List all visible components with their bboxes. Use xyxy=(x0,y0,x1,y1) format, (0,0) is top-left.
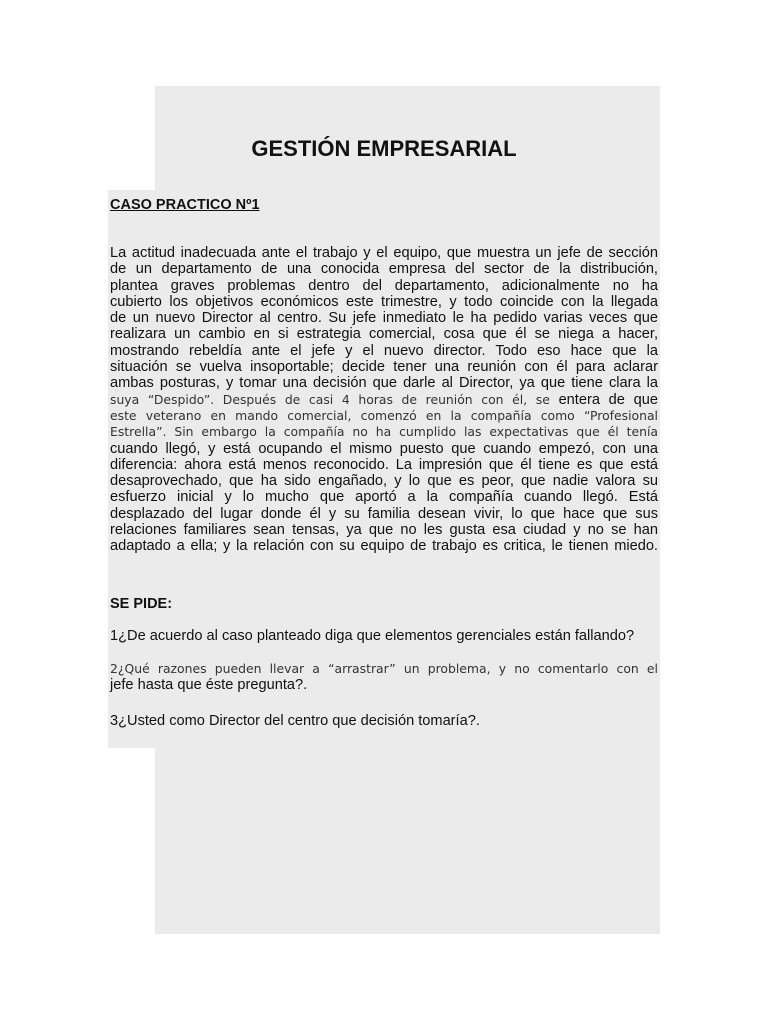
section-heading: SE PIDE: xyxy=(110,596,173,612)
question-2-line: 2¿Qué razones pueden llevar a “arrastrar” un problema, y no comentarlo con el xyxy=(110,661,658,676)
question-2 xyxy=(110,660,658,694)
paragraph-line: de un nuevo Director al centro. Su jefe inmediato le ha pedido varias veces que xyxy=(110,310,658,327)
paragraph-line: relaciones familiares sean tensas, ya que no les gusta esa ciudad y no se han xyxy=(110,522,658,539)
paragraph-line-segment: entera de que xyxy=(558,391,658,408)
paragraph-line: este veterano en mando comercial, comenzó en la compañía como “Profesional xyxy=(110,407,658,423)
paragraph-line: plantea graves problemas dentro del departamento, adicionalmente no ha xyxy=(110,277,658,294)
document-title: GESTIÓN EMPRESARIAL xyxy=(251,136,517,161)
paragraph-line: ambas posturas, y tomar una decisión que darle al Director, ya que tiene clara la xyxy=(110,375,658,392)
paragraph-line xyxy=(110,392,658,408)
paragraph-line: diferencia: ahora está menos reconocido. La impresión que él tiene es que está xyxy=(110,456,658,473)
case-paragraph xyxy=(110,245,658,555)
case-subtitle: CASO PRACTICO Nº1 xyxy=(110,197,260,213)
paragraph-line: realizara un cambio en si estrategia comercial, cosa que él se niega a hacer, xyxy=(110,326,658,343)
paragraph-line: desaprovechado, que ha sido engañado, y lo que es peor, que nadie valora su xyxy=(110,473,658,490)
paragraph-line: cubierto los objetivos económicos este trimestre, y todo coincide con la llegada xyxy=(110,293,658,310)
question-3: 3¿Usted como Director del centro que decisión tomaría?. xyxy=(110,713,480,729)
paragraph-line: esfuerzo inicial y lo mucho que aportó a la compañía cuando llegó. Está xyxy=(110,489,658,506)
paragraph-line: desplazado del lugar donde él y su familia desean vivir, lo que hace que sus xyxy=(110,505,658,522)
paragraph-line: La actitud inadecuada ante el trabajo y el equipo, que muestra un jefe de sección xyxy=(110,245,658,261)
paragraph-line: Estrella”. Sin embargo la compañía no ha cumplido las expectativas que él tenía xyxy=(110,424,658,440)
paragraph-line: situación se vuelva insoportable; decide tener una reunión con él para aclarar xyxy=(110,359,658,376)
question-1: 1¿De acuerdo al caso planteado diga que elementos gerenciales están fallando? xyxy=(110,628,635,644)
paragraph-line: adaptado a ella; y la relación con su equipo de trabajo es critica, le tienen miedo. xyxy=(110,538,658,555)
paragraph-line-segment: suya “Despido”. Después de casi 4 horas de reunión con él, se xyxy=(110,391,550,407)
paragraph-line: de un departamento de una conocida empresa del sector de la distribución, xyxy=(110,261,658,278)
paragraph-line: cuando llegó, y está ocupando el mismo puesto que cuando empezó, con una xyxy=(110,440,658,457)
paragraph-line: mostrando rebeldía ante el jefe y el nuevo director. Todo eso hace que la xyxy=(110,342,658,359)
question-2-line: jefe hasta que éste pregunta?. xyxy=(110,677,308,693)
